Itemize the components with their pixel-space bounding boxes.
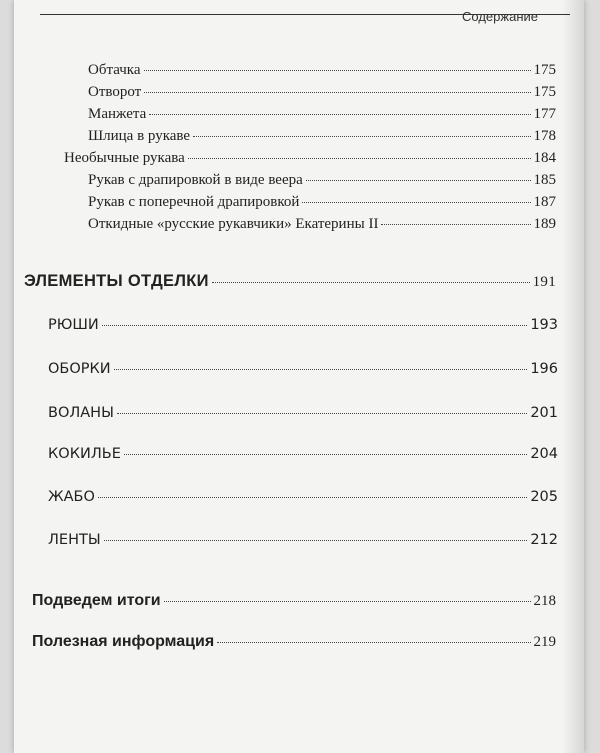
page-fold-shadow	[562, 0, 584, 753]
toc-entry-label: Шлица в рукаве	[88, 128, 191, 144]
toc-entry-label: ВОЛАНЫ	[48, 405, 114, 421]
toc-entry-veer	[88, 172, 556, 189]
header-rule	[40, 9, 570, 24]
toc-entry-label: Обтачка	[88, 62, 141, 78]
toc-entry-lenty	[48, 532, 558, 548]
toc-entry-label: Необычные рукава	[64, 150, 185, 166]
toc-entry-label: ЛЕНТЫ	[48, 532, 101, 548]
running-header: Содержание	[462, 9, 538, 24]
toc-entry-page: 187	[533, 194, 556, 210]
toc-entry-page: 184	[533, 150, 556, 166]
toc-entry-otvorot	[88, 84, 556, 101]
toc-entry-page: 175	[533, 84, 556, 100]
toc-entry-label: ЖАБО	[48, 489, 95, 505]
leader-dots	[114, 369, 528, 370]
toc-entry-volany	[48, 405, 558, 421]
leader-dots	[164, 601, 531, 602]
toc-entry-page: 175	[533, 62, 556, 78]
toc-entry-label: Отворот	[88, 84, 142, 100]
toc-entry-poleznaya	[32, 633, 556, 651]
toc-entry-zhabo	[48, 489, 558, 505]
toc-entry-oborki	[48, 361, 558, 377]
leader-dots	[124, 454, 527, 455]
toc-entry-label: Полезная информация	[32, 633, 215, 650]
toc-entry-page: 177	[533, 106, 556, 122]
toc-entry-neobychnye	[64, 150, 556, 167]
toc-entry-poperechnaya	[88, 194, 556, 211]
toc-entry-page: 204	[530, 446, 558, 462]
toc-entry-manzheta	[88, 106, 556, 123]
toc-entry-label: Рукав с драпировкой в виде веера	[88, 172, 303, 188]
toc-entry-page: 191	[532, 274, 556, 290]
toc-entry-ryushi	[48, 317, 558, 333]
leader-dots	[149, 114, 530, 115]
toc-entry-shlitsa	[88, 128, 556, 145]
leader-dots	[144, 92, 530, 93]
leader-dots	[104, 540, 528, 541]
toc-section-label: ЭЛЕМЕНТЫ ОТДЕЛКИ	[24, 272, 209, 290]
leader-dots	[117, 413, 527, 414]
leader-dots	[381, 224, 530, 225]
leader-dots	[212, 282, 530, 283]
toc-entry-itogi	[32, 592, 556, 610]
leader-dots	[306, 180, 531, 181]
toc-entry-page: 185	[533, 172, 556, 188]
toc-entry-label: КОКИЛЬЕ	[48, 446, 121, 462]
leader-dots	[217, 642, 530, 643]
toc-entry-obtachka	[88, 62, 556, 79]
toc-entry-label: Манжета	[88, 106, 147, 122]
toc-entry-kokilie	[48, 446, 558, 462]
leader-dots	[144, 70, 531, 71]
toc-entry-page: 193	[530, 317, 558, 333]
toc-section-elementy	[24, 272, 556, 291]
leader-dots	[193, 136, 530, 137]
toc-entry-page: 196	[530, 361, 558, 377]
toc-entry-label: Рукав с поперечной драпировкой	[88, 194, 300, 210]
leader-dots	[98, 497, 527, 498]
toc-entry-page: 178	[533, 128, 556, 144]
toc-entry-label: РЮШИ	[48, 317, 99, 333]
toc-entry-page: 189	[533, 216, 556, 232]
leader-dots	[102, 325, 528, 326]
leader-dots	[302, 202, 530, 203]
toc-entry-label: Подведем итоги	[32, 592, 161, 609]
toc-entry-page: 212	[530, 532, 558, 548]
toc-entry-label: ОБОРКИ	[48, 361, 111, 377]
toc-entry-page: 201	[530, 405, 558, 421]
toc-entry-page: 219	[533, 634, 556, 650]
toc-entry-russkie	[88, 216, 556, 233]
toc-entry-page: 205	[530, 489, 558, 505]
leader-dots	[188, 158, 531, 159]
toc-entry-page: 218	[533, 593, 556, 609]
toc-entry-label: Откидные «русские рукавчики» Екатерины II	[88, 216, 379, 232]
book-page	[14, 0, 584, 753]
